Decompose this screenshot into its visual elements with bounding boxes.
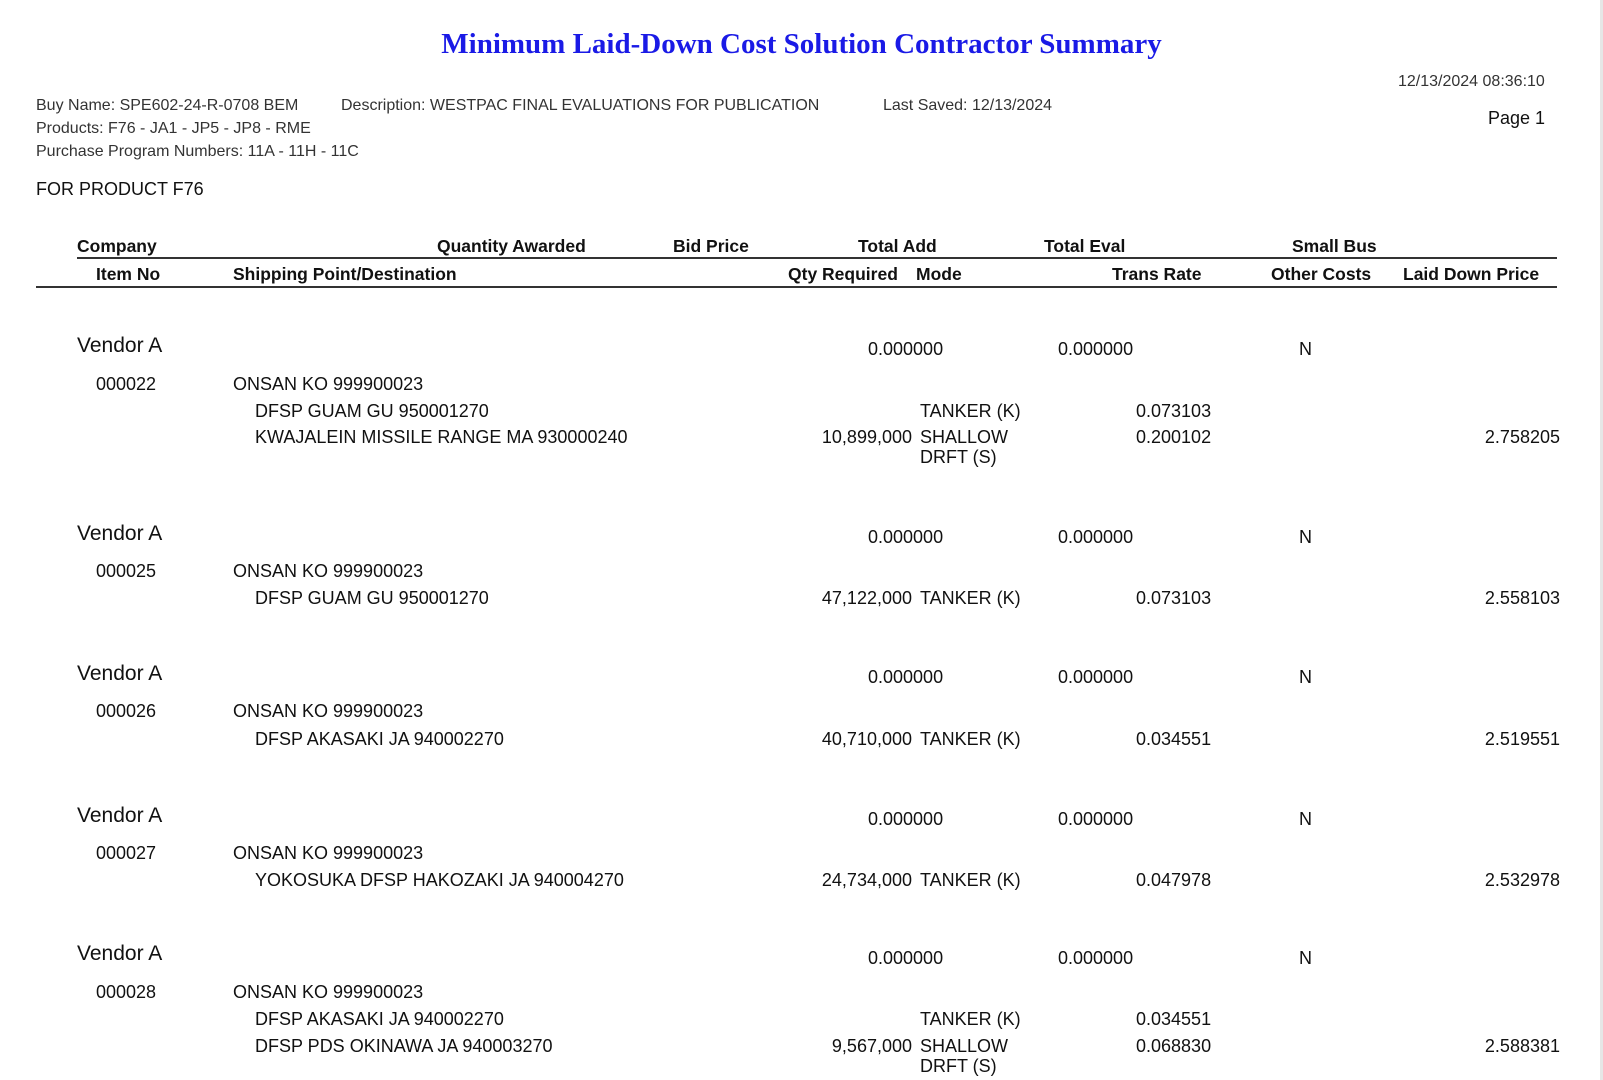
- transport-mode: TANKER (K): [920, 401, 1021, 421]
- laid-down-price-value: 2.519551: [1484, 729, 1560, 749]
- vendor-name: Vendor A: [77, 804, 163, 827]
- header-trans-rate: Trans Rate: [1112, 264, 1202, 284]
- destination: DFSP PDS OKINAWA JA 940003270: [255, 1036, 553, 1056]
- page-number: Page 1: [1488, 108, 1546, 128]
- origin-point: ONSAN KO 999900023: [233, 701, 424, 721]
- header-bid-price: Bid Price: [673, 236, 749, 256]
- vendor-name: Vendor A: [77, 662, 163, 685]
- small-bus-flag: N: [1299, 809, 1312, 829]
- laid-down-price-value: 2.558103: [1484, 588, 1560, 608]
- total-add-value: 0.000000: [868, 948, 944, 968]
- report-title: Minimum Laid-Down Cost Solution Contractor Summary: [441, 28, 1162, 60]
- laid-down-price-value: 2.588381: [1484, 1036, 1560, 1056]
- small-bus-flag: N: [1299, 948, 1312, 968]
- destination: YOKOSUKA DFSP HAKOZAKI JA 940004270: [255, 870, 624, 890]
- header-small-bus: Small Bus: [1292, 236, 1377, 256]
- destination: DFSP GUAM GU 950001270: [255, 588, 489, 608]
- origin-point: ONSAN KO 999900023: [233, 982, 424, 1002]
- trans-rate-value: 0.047978: [1136, 870, 1212, 890]
- destination: KWAJALEIN MISSILE RANGE MA 930000240: [255, 427, 628, 447]
- total-add-value: 0.000000: [868, 527, 944, 547]
- item-number: 000028: [96, 982, 157, 1002]
- trans-rate-value: 0.200102: [1136, 427, 1212, 447]
- item-number: 000025: [96, 561, 157, 581]
- for-product-heading: FOR PRODUCT F76: [36, 179, 204, 199]
- origin-point: ONSAN KO 999900023: [233, 843, 424, 863]
- total-eval-value: 0.000000: [1058, 339, 1134, 359]
- vendor-name: Vendor A: [77, 334, 163, 357]
- small-bus-flag: N: [1299, 339, 1312, 359]
- qty-required-value: 9,567,000: [831, 1036, 912, 1056]
- trans-rate-value: 0.034551: [1136, 1009, 1212, 1029]
- transport-mode: TANKER (K): [920, 1009, 1021, 1029]
- trans-rate-value: 0.068830: [1136, 1036, 1212, 1056]
- header-total-eval: Total Eval: [1044, 236, 1126, 256]
- last-saved: Last Saved: 12/13/2024: [883, 97, 1053, 114]
- transport-mode: TANKER (K): [920, 729, 1021, 749]
- destination: DFSP AKASAKI JA 940002270: [255, 1009, 504, 1029]
- origin-point: ONSAN KO 999900023: [233, 561, 424, 581]
- header-shipping-point: Shipping Point/Destination: [233, 264, 457, 284]
- qty-required-value: 40,710,000: [821, 729, 912, 749]
- total-eval-value: 0.000000: [1058, 809, 1134, 829]
- item-number: 000026: [96, 701, 157, 721]
- vendor-name: Vendor A: [77, 522, 163, 545]
- qty-required-value: 47,122,000: [821, 588, 912, 608]
- buy-name: Buy Name: SPE602-24-R-0708 BEM: [36, 97, 299, 114]
- destination: DFSP AKASAKI JA 940002270: [255, 729, 504, 749]
- total-eval-value: 0.000000: [1058, 667, 1134, 687]
- header-quantity-awarded: Quantity Awarded: [437, 236, 586, 256]
- total-eval-value: 0.000000: [1058, 948, 1134, 968]
- header-rule-top: [77, 257, 1557, 259]
- laid-down-price-value: 2.532978: [1484, 870, 1560, 890]
- total-eval-value: 0.000000: [1058, 527, 1134, 547]
- header-laid-down-price: Laid Down Price: [1403, 264, 1540, 284]
- transport-mode: SHALLOW DRFT (S): [920, 427, 1009, 467]
- small-bus-flag: N: [1299, 527, 1312, 547]
- header-other-costs: Other Costs: [1271, 264, 1372, 284]
- header-item-no: Item No: [96, 264, 161, 284]
- origin-point: ONSAN KO 999900023: [233, 374, 424, 394]
- trans-rate-value: 0.073103: [1136, 401, 1212, 421]
- transport-mode: SHALLOW DRFT (S): [920, 1036, 1009, 1076]
- transport-mode: TANKER (K): [920, 870, 1021, 890]
- transport-mode: TANKER (K): [920, 588, 1021, 608]
- qty-required-value: 24,734,000: [821, 870, 912, 890]
- vendor-name: Vendor A: [77, 942, 163, 965]
- header-qty-required: Qty Required: [788, 264, 898, 284]
- total-add-value: 0.000000: [868, 339, 944, 359]
- total-add-value: 0.000000: [868, 667, 944, 687]
- trans-rate-value: 0.034551: [1136, 729, 1212, 749]
- header-rule-bottom: [36, 286, 1557, 288]
- total-add-value: 0.000000: [868, 809, 944, 829]
- header-total-add: Total Add: [858, 236, 937, 256]
- buy-description: Description: WESTPAC FINAL EVALUATIONS FOR PUBLICATION: [341, 97, 820, 114]
- laid-down-price-value: 2.758205: [1484, 427, 1560, 447]
- report-timestamp: 12/13/2024 08:36:10: [1398, 73, 1545, 90]
- destination: DFSP GUAM GU 950001270: [255, 401, 489, 421]
- small-bus-flag: N: [1299, 667, 1312, 687]
- header-company: Company: [77, 236, 157, 256]
- qty-required-value: 10,899,000: [821, 427, 912, 447]
- trans-rate-value: 0.073103: [1136, 588, 1212, 608]
- purchase-programs-line: Purchase Program Numbers: 11A - 11H - 11C: [36, 143, 359, 160]
- item-number: 000027: [96, 843, 157, 863]
- item-number: 000022: [96, 374, 157, 394]
- products-line: Products: F76 - JA1 - JP5 - JP8 - RME: [36, 120, 311, 137]
- header-mode: Mode: [916, 264, 962, 284]
